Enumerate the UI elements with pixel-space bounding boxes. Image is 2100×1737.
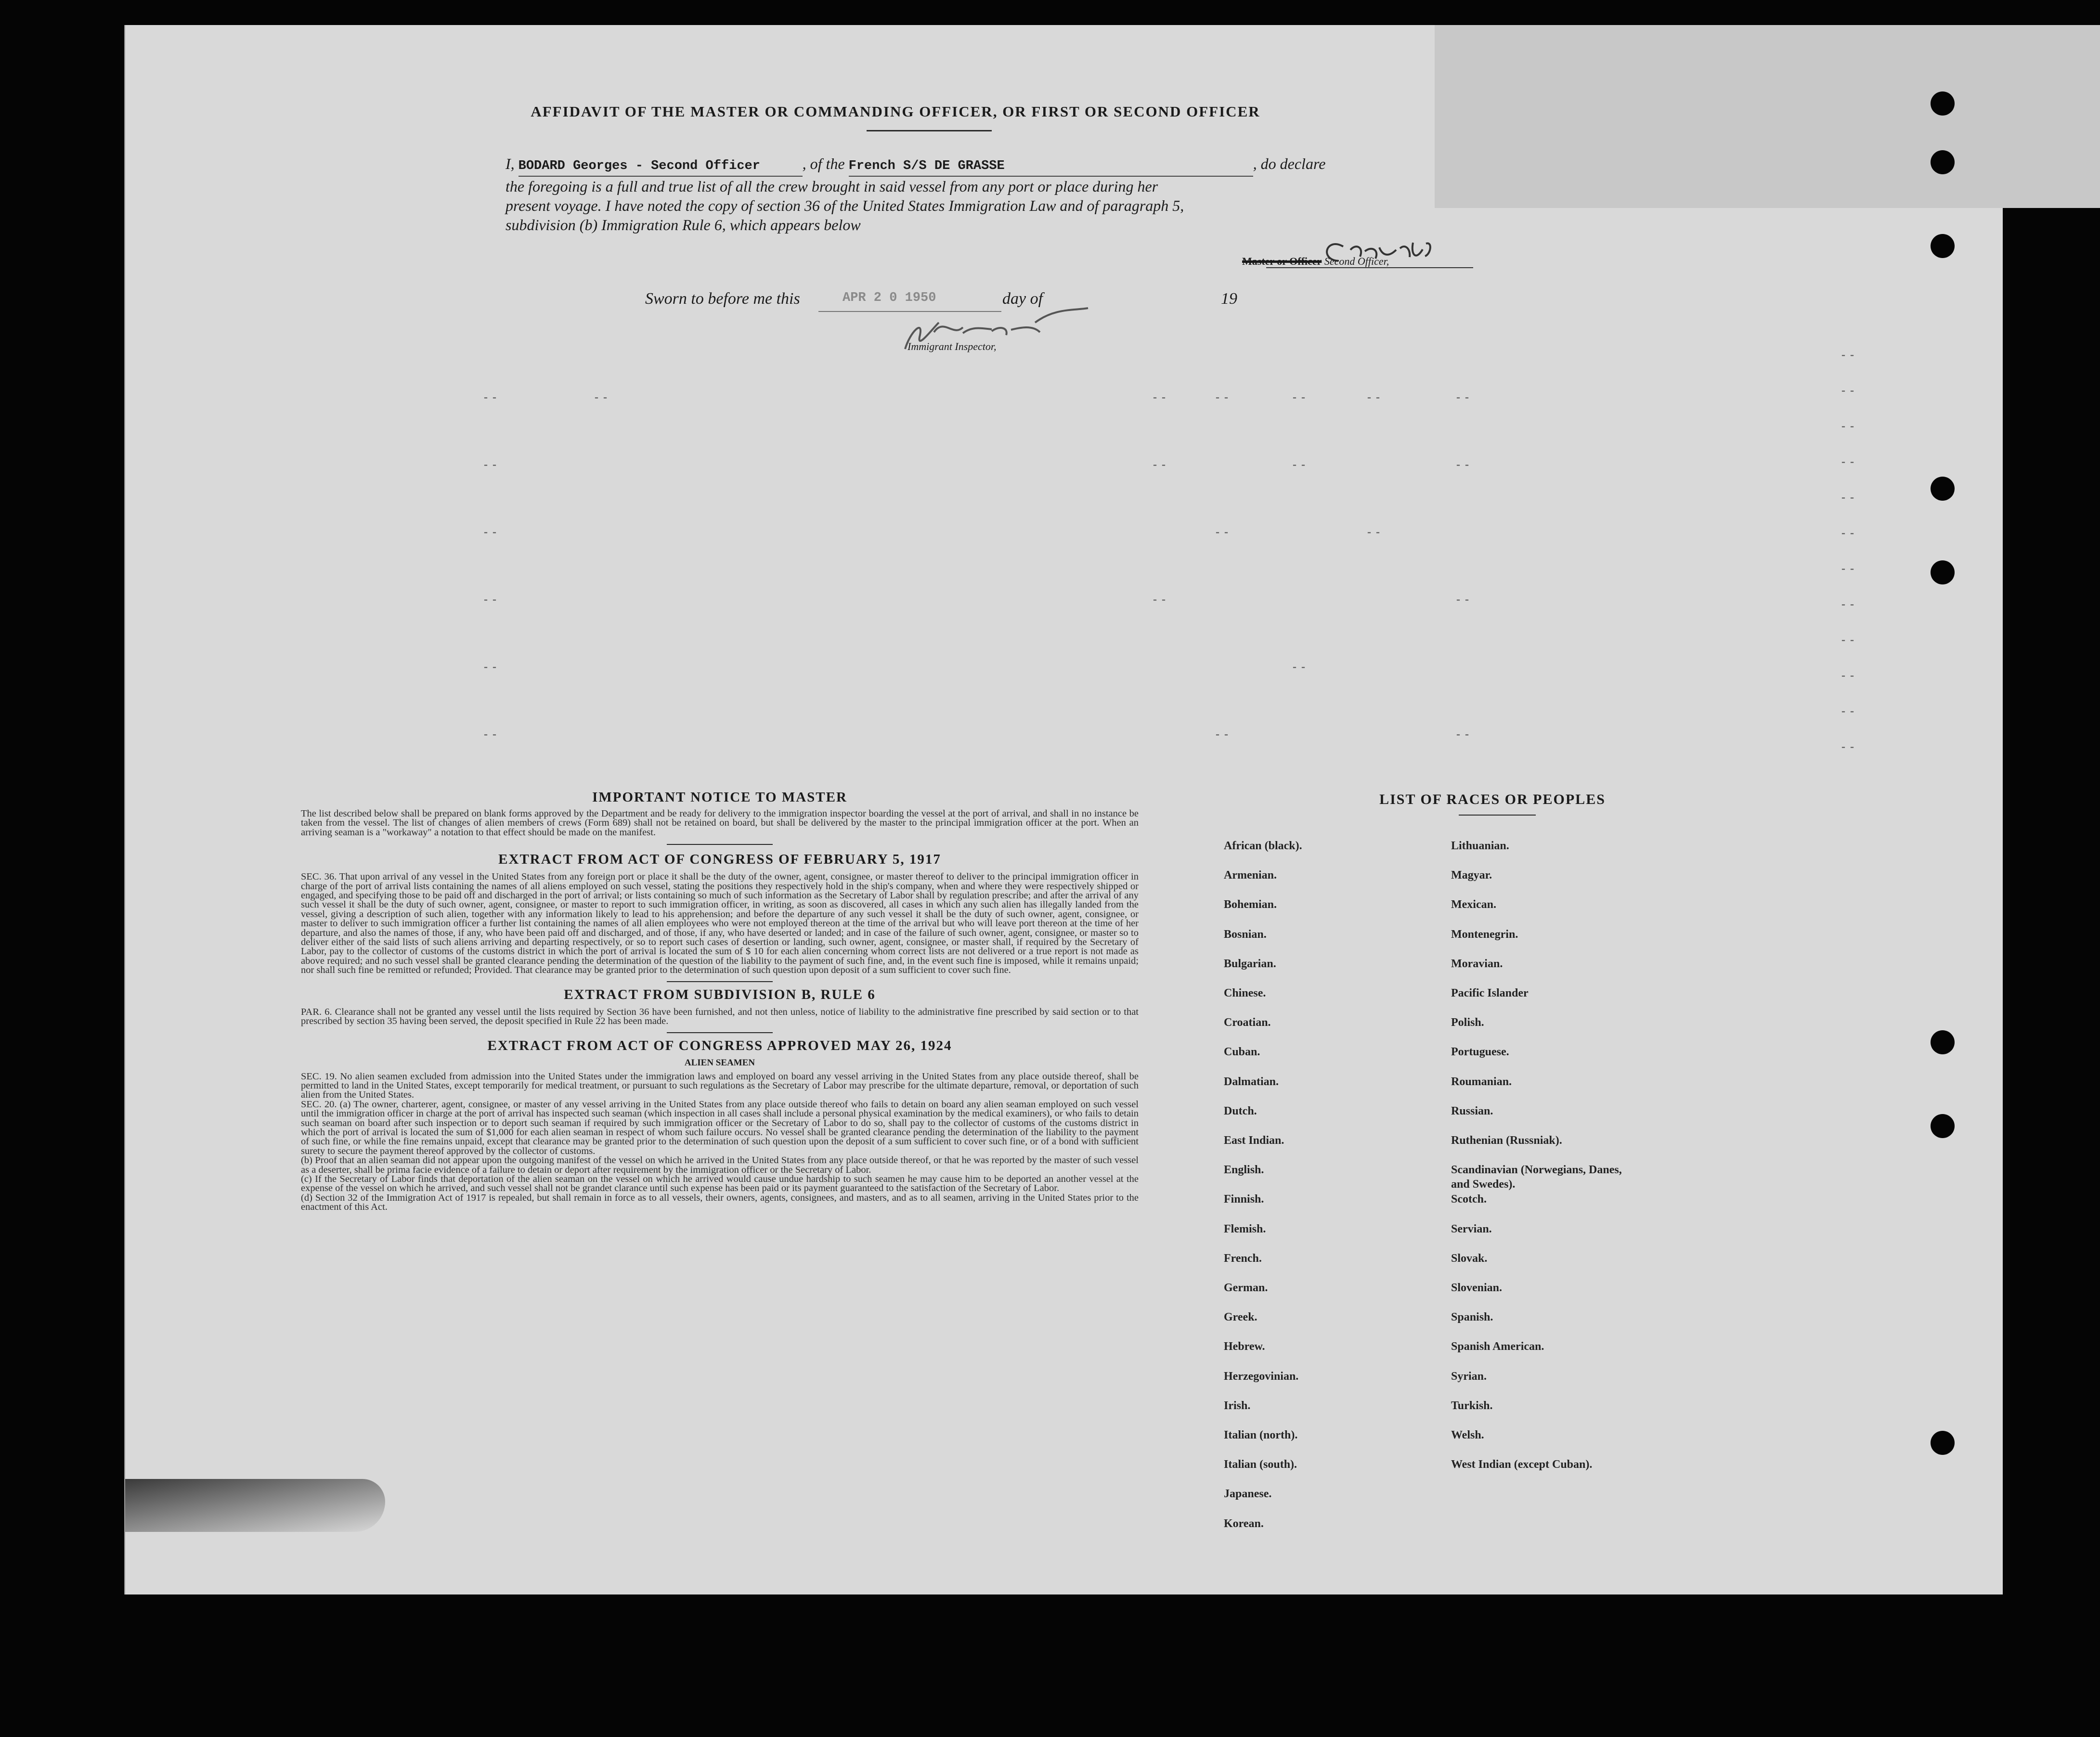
struck-title: Master or Officer [1242,255,1322,267]
notice-heading: IMPORTANT NOTICE TO MASTER [592,790,847,805]
affidavit-body [506,154,1536,234]
row-dash: -- [484,526,501,538]
officer-name: BODARD Georges - Second Officer [519,156,803,177]
row-dash: -- [1456,391,1474,403]
row-dash: -- [1293,391,1310,403]
race-item: Slovak. [1451,1252,1488,1265]
legal-text-column [301,790,1139,1212]
act1917-heading: EXTRACT FROM ACT OF CONGRESS OF FEBRUARY 5, 1917 [498,852,941,868]
sec19-text: SEC. 19. No alien seamen excluded from admission into the United States under the immigration laws and employed on board any vessel arriving in the United States from any place outside thereof, shall be permitted to land in the United States, except temporarily for medical treatment, or pursuant to such regulations as the Secretary of Labor may prescribe for the ultimate departure, removal, or deportation of such alien from the United States. [301,1071,1139,1101]
race-item: Chinese. [1224,987,1266,999]
of-the-label: , of the [802,155,845,172]
race-item: Herzegovinian. [1224,1370,1299,1383]
race-item: Spanish American. [1451,1340,1544,1353]
row-dash: -- [1456,728,1474,740]
ditto-mark: -- [1841,349,1859,361]
race-item: Mexican. [1451,898,1496,911]
races-rule [1459,815,1536,816]
rule6-text: PAR. 6. Clearance shall not be granted any vessel until the lists required by Section 36 have been furnished, and not then unless, notice of liability to the administrative fine prescribed by said section or to that prescribed by section 35 having been served, the deposit specified in Rule 22 has been made. [301,1006,1139,1027]
race-item: Japanese. [1224,1488,1272,1501]
punch-hole [1931,1431,1955,1455]
race-item: French. [1224,1252,1262,1265]
affidavit-line-4: subdivision (b) Immigration Rule 6, which appears below [506,216,861,233]
ditto-mark: -- [1841,634,1859,646]
race-item: Armenian. [1224,869,1277,882]
affidavit-heading: AFFIDAVIT OF THE MASTER OR COMMANDING OFFICER, OR FIRST OR SECOND OFFICER [531,103,1260,120]
race-item: Italian (north). [1224,1429,1298,1441]
race-item: Finnish. [1224,1193,1264,1206]
race-item: Welsh. [1451,1429,1484,1441]
race-item: East Indian. [1224,1134,1284,1147]
race-item: Greek. [1224,1311,1257,1324]
blank-entry-rows [484,391,1543,805]
punch-hole [1931,477,1955,501]
vessel-name: French S/S DE GRASSE [849,156,1253,177]
punch-hole [1931,560,1955,584]
punch-hole [1931,91,1955,116]
section-rule [667,844,773,845]
sec20a-text: SEC. 20. (a) The owner, charterer, agent, consignee, or master of any vessel arriving in the United States from any place outside thereof who fails to detain on board any alien seaman employed on such vessel until the immigration officer in charge at the port of arrival has inspected such seaman (which inspection in all cases shall include a personal physical examination by the medical examiners), or who fails to detain such seaman on board after such inspection or to deport such seaman if required by such immigration officer or the Secretary of Labor to do so, shall pay to the collector of customs of the customs district in which the port of arrival is located the sum of $1,000 for each alien seaman in respect of whom such failure occurs. No vessel shall be granted clearance pending the determination of the liability to the payment of such fine, or while the fine remains unpaid, except that clearance may be granted prior to the determination of such question upon the deposit of a sum sufficient to cover such fine, or of a bond with sufficient surety to secure the payment thereof approved by the collector of customs. [301,1099,1139,1156]
race-item: Flemish. [1224,1222,1266,1235]
ditto-mark: -- [1841,705,1859,717]
race-item: Bohemian. [1224,898,1277,911]
race-item: Montenegrin. [1451,928,1518,941]
race-item: Pacific Islander [1451,987,1529,999]
race-item: Lithuanian. [1451,840,1509,852]
do-declare-label: , do declare [1253,155,1326,172]
race-item: German. [1224,1282,1268,1294]
race-item: Dutch. [1224,1104,1257,1117]
row-dash: -- [595,391,612,403]
sworn-text: Sworn to before me this [645,290,800,308]
affidavit-line-2: the foregoing is a full and true list of all the crew brought in said vessel from any port or place during her [506,178,1158,195]
date-stamp: APR 2 0 1950 [843,291,936,305]
row-dash: -- [1367,391,1385,403]
race-item: Irish. [1224,1399,1251,1412]
i-prefix: I, [506,155,515,172]
punch-hole [1931,1030,1955,1054]
race-item: Portuguese. [1451,1046,1509,1059]
row-dash: -- [484,661,501,673]
ditto-mark: -- [1841,491,1859,504]
row-dash: -- [1293,458,1310,471]
ditto-mark: -- [1841,527,1859,539]
races-heading: LIST OF RACES OR PEOPLES [1379,791,1606,807]
notice-text: The list described below shall be prepared on blank forms approved by the Department and be ready for delivery to the immigration inspector boarding the vessel at the port of arrival, and shall in no instance be taken from the vessel. The list of changes of alien members of crews (Form 689) shall not be retained on board, but shall be delivered by the master to the principal immigration officer at the port. When an arriving seaman is a "workaway" a notation to that effect should be made on the manifest. [301,808,1139,838]
edge-smudge [125,1479,385,1532]
row-dash: -- [484,391,501,403]
affidavit-line-3: present voyage. I have noted the copy of section 36 of the United States Immigration Law and of paragraph 5, [506,197,1184,214]
race-item: Slovenian. [1451,1282,1503,1294]
race-item: Korean. [1224,1517,1264,1530]
ditto-mark: -- [1841,455,1859,468]
row-dash: -- [484,728,501,740]
race-item: Cuban. [1224,1046,1260,1059]
rule6-heading: EXTRACT FROM SUBDIVISION B, RULE 6 [564,986,876,1002]
manifest-page [124,25,2003,1594]
row-dash: -- [1456,458,1474,471]
race-item: Magyar. [1451,869,1492,882]
ditto-mark: -- [1841,420,1859,432]
row-dash: -- [1153,391,1170,403]
race-item: African (black). [1224,840,1302,852]
race-item: Turkish. [1451,1399,1493,1412]
race-item: Croatian. [1224,1016,1271,1029]
race-item: Bosnian. [1224,928,1267,941]
row-dash: -- [1153,458,1170,471]
race-item: Scotch. [1451,1193,1487,1206]
race-item: Scandinavian (Norwegians, Danes, and Swedes). [1451,1164,1622,1191]
row-dash: -- [1216,391,1233,403]
race-item: West Indian (except Cuban). [1451,1458,1593,1471]
ditto-mark: -- [1841,669,1859,682]
race-item: Italian (south). [1224,1458,1297,1471]
race-item: Bulgarian. [1224,957,1276,970]
punch-hole [1931,150,1955,174]
sec20c-text: (c) If the Secretary of Labor finds that deportation of the alien seaman on the vessel on which he arrived would cause undue hardship to such seamen he may cause him to be deported an another vessel at the expense of the vessel on which he arrived, and such vessel shall not be grandet clarance until such expense has been paid or its payment guaranteed to the satisfaction of the Secretary of Labor. [301,1173,1139,1194]
punch-hole [1931,234,1955,258]
race-item: Moravian. [1451,957,1503,970]
ditto-mark: -- [1841,740,1859,753]
race-item: Dalmatian. [1224,1075,1279,1088]
row-dash: -- [1216,728,1233,740]
row-dash: -- [484,593,501,606]
signature-title [1242,255,1389,268]
section-rule [667,981,773,982]
heading-rule [867,130,992,131]
race-item: Polish. [1451,1016,1484,1029]
day-of-label: day of [1002,290,1043,308]
race-item: Russian. [1451,1104,1493,1117]
row-dash: -- [1293,661,1310,673]
ditto-mark: -- [1841,384,1859,397]
race-item: Servian. [1451,1222,1492,1235]
year-prefix: 19 [1221,290,1237,308]
sec20b-text: (b) Proof that an alien seaman did not appear upon the outgoing manifest of the vessel on which he arrived in the United States from any place outside thereof, or that he was reported by the master of such vessel as a deserter, shall be prima facie evidence of a failure to detain or deport after requirement by the immigration officer or the Secretary of Labor. [301,1155,1139,1175]
row-dash: -- [1367,526,1385,538]
act1924-heading: EXTRACT FROM ACT OF CONGRESS APPROVED MAY 26, 1924 [487,1037,952,1053]
alien-seamen-subheading: ALIEN SEAMEN [684,1057,755,1068]
row-dash: -- [1153,593,1170,606]
row-dash: -- [484,458,501,471]
race-item: Hebrew. [1224,1340,1265,1353]
row-dash: -- [1456,593,1474,606]
section-rule [667,1032,773,1033]
ditto-mark: -- [1841,598,1859,610]
race-item: Syrian. [1451,1370,1487,1383]
ditto-mark: -- [1841,562,1859,575]
sec20d-text: (d) Section 32 of the Immigration Act of 1917 is repealed, but shall remain in force as to all vessels, their owners, agents, consignees, and masters, and as to all seamen, arriving in the United States prior to the enactment of this Act. [301,1192,1139,1213]
inspector-label: Immigrant Inspector, [907,340,997,352]
race-item: Roumanian. [1451,1075,1512,1088]
race-item: Ruthenian (Russniak). [1451,1134,1562,1147]
second-officer-title: Second Officer, [1324,255,1389,267]
punch-hole [1931,1114,1955,1138]
act1917-text: SEC. 36. That upon arrival of any vessel in the United States from any foreign port or place it shall be the duty of the owner, agent, consignee, or master thereof to deliver to the principal immigration officer in charge of the port of arrival lists containing the names of all aliens employed on such vessel, stating the positions they respectively hold in the ship's company, when and where they were respectively shipped or engaged, and specifying those to be paid off and discharged in the port of arrival; or lists containing so much of such information as the Secretary of Labor shall by regulation prescribe; and after the arrival of any such vessel it shall be the duty of such owner, agent, consignee, or master to report to such immigration officer, in writing, as soon as discovered, all cases in which any such alien has illegally landed from the vessel, giving a description of such alien, together with any information likely to lead to his apprehension; and before the departure of any such vessel it shall be the duty of such owner, agent, consignee, or master to deliver to such immigration officer a further list containing the names of all alien employees who were not employed thereon at the time of the arrival but who will leave port thereon at the time of her departure, and also the names of those, if any, who have been paid off and discharged, and of those, if any, who have deserted or landed; and in case of the failure of such owner, agent, consignee, or master so to deliver either of the said lists of such aliens arriving and departing respectively, or so to report such cases of desertion or landing, such owner, agent, consignee, or master shall, if required by the Secretary of Labor, pay to the collector of customs of the customs district in which the port of arrival is located the sum of $ 10 for each alien concerning whom correct lists are not delivered or a true report is not made as above required; and no such vessel shall be granted clearance pending the determination of the question of the liability to the payment of such fine, and, in the event such fine is imposed, while it remains unpaid; nor shall such fine be remitted or refunded; Provided. That clearance may be granted prior to the determination of such question upon deposit of a sum sufficient to cover such fine. [301,871,1139,976]
row-dash: -- [1216,526,1233,538]
race-item: English. [1224,1164,1264,1177]
race-item: Spanish. [1451,1311,1493,1324]
